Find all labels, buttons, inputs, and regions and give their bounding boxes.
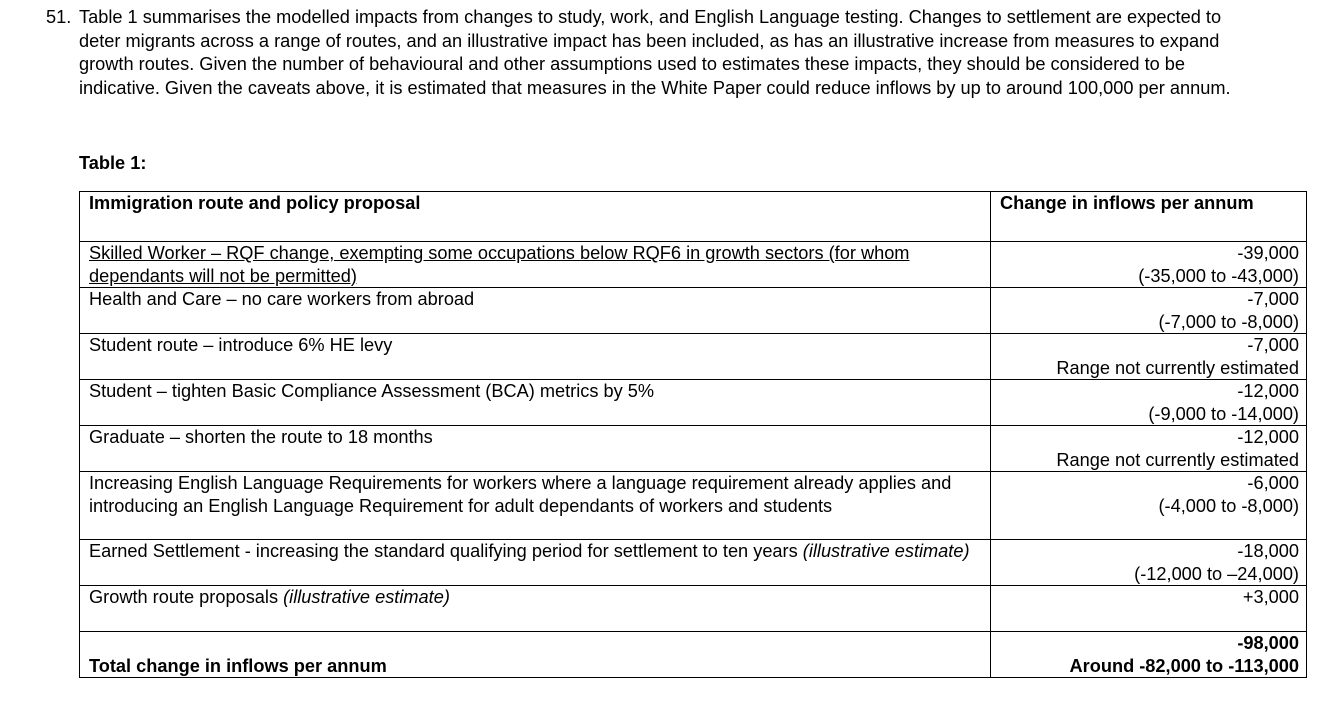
change-range: (-7,000 to -8,000) [1158, 311, 1299, 332]
change-value: -7,000 [1247, 335, 1299, 355]
table-row [80, 380, 1307, 426]
change-value: -12,000 [1237, 427, 1299, 447]
table-header-row [80, 192, 1307, 242]
change-range: (-35,000 to -43,000) [1138, 265, 1299, 286]
table-label: Table 1: [79, 153, 147, 173]
table-row [80, 288, 1307, 334]
row-route [80, 426, 991, 472]
change-range: (-9,000 to -14,000) [1148, 403, 1299, 424]
table-row [80, 426, 1307, 472]
row-route [80, 288, 991, 334]
change-value: -39,000 [1237, 243, 1299, 263]
change-value: -6,000 [1247, 473, 1299, 493]
change-range: Range not currently estimated [1056, 449, 1299, 470]
paragraph-51 [46, 6, 1246, 100]
header-route: Immigration route and policy proposal [80, 192, 991, 242]
route-text: Skilled Worker – RQF change, exempting some occupations below RQF6 in growth sectors (for whom dependants will not be permitted) [89, 243, 910, 286]
route-text: Earned Settlement - increasing the standard qualifying period for settlement to ten years [89, 541, 803, 561]
route-text: Increasing English Language Requirements for workers where a language requirement already applies and introducing an English Language Requirement for adult dependants of workers and students [89, 473, 952, 516]
change-range: (-12,000 to –24,000) [1134, 563, 1299, 584]
table-row [80, 334, 1307, 380]
total-value: -98,000 [1237, 633, 1299, 653]
route-italic-note: (illustrative estimate) [802, 541, 970, 561]
row-route [80, 540, 991, 586]
route-text: Student route – introduce 6% HE levy [89, 335, 393, 355]
row-change [991, 288, 1307, 334]
row-change [991, 472, 1307, 540]
route-text: Student – tighten Basic Compliance Assessment (BCA) metrics by 5% [89, 381, 655, 401]
row-change [991, 426, 1307, 472]
row-route [80, 334, 991, 380]
change-value: -18,000 [1237, 541, 1299, 561]
row-route [80, 242, 991, 288]
change-range: (-4,000 to -8,000) [1158, 495, 1299, 516]
total-label: Total change in inflows per annum [80, 632, 991, 678]
row-change [991, 540, 1307, 586]
row-route [80, 380, 991, 426]
route-text: Graduate – shorten the route to 18 months [89, 427, 433, 447]
header-change: Change in inflows per annum [991, 192, 1307, 242]
change-range: Range not currently estimated [1056, 357, 1299, 378]
route-italic-note: (illustrative estimate) [283, 587, 450, 607]
paragraph-text: Table 1 summarises the modelled impacts from changes to study, work, and English Language testing. Changes to settlement are expected to deter migrants across a range of routes, and an illustrative impact has been included, as has an illustrative increase from measures to expand growth routes. Given the number of behavioural and other assumptions used to estimates these impacts, they should be considered to be indicative. Given the caveats above, it is estimated that measures in the White Paper could reduce inflows by up to around 100,000 per annum. [79, 7, 1231, 98]
total-change [991, 632, 1307, 678]
route-text: Health and Care – no care workers from abroad [89, 289, 475, 309]
impact-table [79, 191, 1307, 678]
change-value: -7,000 [1247, 289, 1299, 309]
row-change [991, 586, 1307, 632]
row-change [991, 380, 1307, 426]
route-text: Growth route proposals [89, 587, 284, 607]
row-change [991, 242, 1307, 288]
row-change [991, 334, 1307, 380]
paragraph-number: 51. [46, 7, 72, 27]
change-value: +3,000 [1242, 587, 1299, 607]
change-value: -12,000 [1237, 381, 1299, 401]
table-row [80, 540, 1307, 586]
row-route [80, 472, 991, 540]
table-row [80, 242, 1307, 288]
table-total-row [80, 632, 1307, 678]
row-route [80, 586, 991, 632]
table-row [80, 472, 1307, 540]
total-range: Around -82,000 to -113,000 [1069, 655, 1299, 676]
table-row [80, 586, 1307, 632]
